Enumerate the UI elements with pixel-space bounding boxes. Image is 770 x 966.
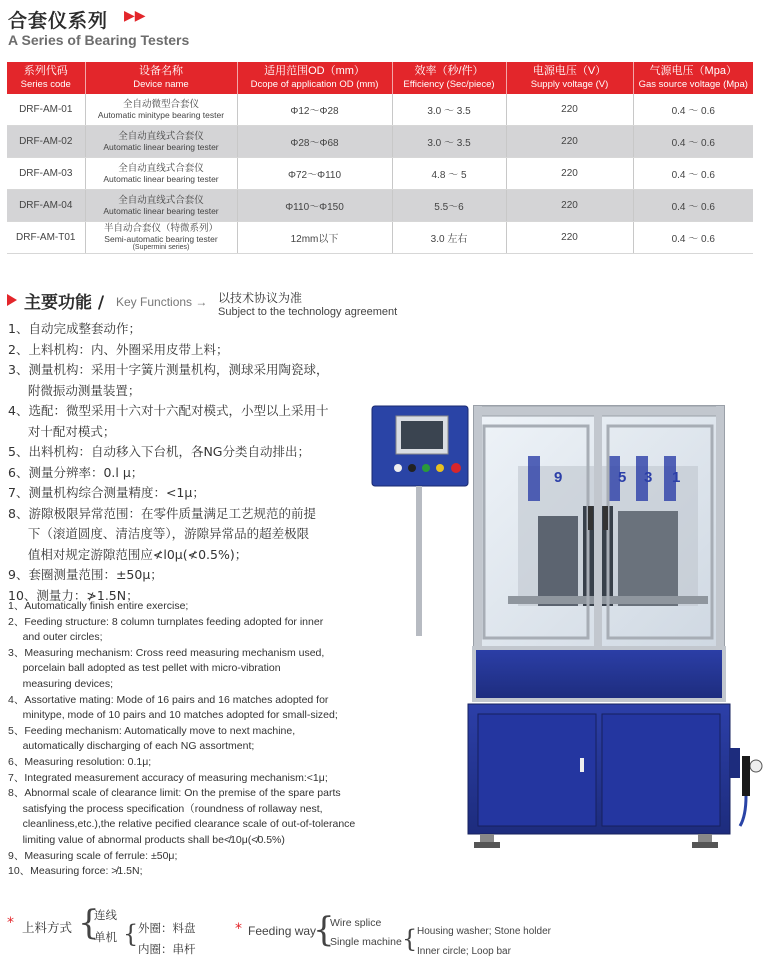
feeding-option-cn: 单机 xyxy=(94,930,117,944)
cell-gas: 0.4 ～ 0.6 xyxy=(633,94,753,126)
cell-voltage: 220 xyxy=(506,158,633,190)
asterisk-icon: * xyxy=(7,915,14,931)
bearing-tester-machine-image xyxy=(368,396,768,858)
feeding-outer-en: Housing washer; Stone holder xyxy=(417,926,551,937)
cell-efficiency: 3.0 ～ 3.5 xyxy=(392,126,506,158)
table-row xyxy=(7,158,753,190)
list-item: 7、测量机构综合测量精度：<1μ； xyxy=(8,485,205,500)
spec-table xyxy=(7,62,753,254)
brace-icon: { xyxy=(78,903,100,943)
list-item: 5、出料机构：自动移入下台机，各NG分类自动排出； xyxy=(8,444,310,459)
panel-number: 5 xyxy=(618,469,627,486)
cell-code: DRF-AM-04 xyxy=(7,190,85,222)
section-title: 主要功能 / xyxy=(24,293,105,313)
table-header-row xyxy=(7,62,753,94)
emergency-stop-icon xyxy=(451,463,461,473)
cell-od: Φ28～Φ68 xyxy=(237,126,392,158)
list-item: 4、Assortative mating: Mode of 16 pairs and 16 matches adopted for minitype, mode of 10 pairs and 10 matches adopted for small-sized; xyxy=(8,693,338,722)
cell-name: 全自动直线式合套仪 Automatic linear bearing tester xyxy=(85,126,237,158)
list-item: 10、测量力：≯1.5N； xyxy=(8,587,139,603)
page-title: 合套仪系列 xyxy=(8,10,109,32)
header-od-range: 适用范围OD（mm） Dcope of application OD (mm) xyxy=(237,62,392,94)
cell-od: Φ110～Φ150 xyxy=(237,190,392,222)
door-handle-icon xyxy=(603,506,608,530)
control-panel xyxy=(372,406,468,636)
cell-name: 全自动直线式合套仪 Automatic linear bearing tester xyxy=(85,190,237,222)
list-item: 8、Abnormal scale of clearance limit: On the premise of the spare parts satisfying the process specification（roundness of rollaway nest, cleanliness,etc.),the relative pecified clearance scale of out-of-tolerance limiting value of abnormal products shall be≮10μ(≮0.5%) xyxy=(8,787,356,846)
panel-number: 9 xyxy=(554,469,563,486)
section-note-en: Subject to the technology agreement xyxy=(218,306,398,318)
list-item: 4、选配：微型采用十六对十六配对模式，小型以上采用十 对十配对模式； xyxy=(8,403,329,439)
brace-icon: { xyxy=(313,910,335,950)
asterisk-icon: * xyxy=(235,921,242,937)
cell-gas: 0.4 ～ 0.6 xyxy=(633,126,753,158)
cell-code: DRF-AM-02 xyxy=(7,126,85,158)
button-icon xyxy=(422,464,430,472)
cell-od: Φ72～Φ110 xyxy=(237,158,392,190)
table-row xyxy=(7,222,753,254)
brace-icon: { xyxy=(123,920,139,948)
cell-code: DRF-AM-03 xyxy=(7,158,85,190)
feeding-outer-cn: 外圈：料盘 xyxy=(138,921,196,935)
table-row xyxy=(7,126,753,158)
cell-voltage: 220 xyxy=(506,126,633,158)
lock-icon xyxy=(580,758,584,772)
section-note-cn: 以技术协议为准 xyxy=(218,291,303,305)
cell-voltage: 220 xyxy=(506,190,633,222)
brace-icon: { xyxy=(402,925,418,953)
cell-voltage: 220 xyxy=(506,222,633,254)
header-gas-voltage: 气源电压（Mpa） Gas source voltage (Mpa) xyxy=(633,62,753,94)
feeding-inner-cn: 内圈：串杆 xyxy=(138,942,196,956)
list-item: 8、游隙极限异常范围：在零件质量满足工艺规范的前提 下（滚道圆度、清洁度等），游隙异常品的超差极限 值相对规定游隙范围应≮l0μ(≮0.5%)； xyxy=(8,505,316,562)
list-item: 10、Measuring force: ≯1.5N; xyxy=(8,865,143,878)
feeding-label-en: Feeding way xyxy=(248,924,317,938)
cell-voltage: 220 xyxy=(506,94,633,126)
double-arrow-icon: ▶▶ xyxy=(124,8,146,24)
cell-name: 全自动直线式合套仪 Automatic linear bearing tester xyxy=(85,158,237,190)
section-title-en: Key Functions → xyxy=(116,295,208,309)
cell-code: DRF-AM-T01 xyxy=(7,222,85,254)
function-list-cn xyxy=(8,319,368,606)
cell-name: 半自动合套仪（特微系列） Semi-automatic bearing tester (Supermini series) xyxy=(85,222,237,254)
list-item: 5、Feeding mechanism: Automatically move to next machine, automatically discharging of each NG assortment; xyxy=(8,724,296,753)
button-icon xyxy=(436,464,444,472)
section-marker-icon xyxy=(7,294,17,306)
list-item: 6、测量分辨率：0.l μ； xyxy=(8,464,144,480)
cell-od: 12mm以下 xyxy=(237,222,392,254)
header-device-name: 设备名称 Device name xyxy=(85,62,237,94)
panel-number: 1 xyxy=(672,469,681,486)
list-item: 1、Automatically finish entire exercise; xyxy=(8,600,189,612)
cell-efficiency: 4.8 ～ 5 xyxy=(392,158,506,190)
gauge-icon xyxy=(750,760,762,772)
cell-gas: 0.4 ～ 0.6 xyxy=(633,222,753,254)
door-handle-icon xyxy=(588,506,593,530)
lower-cabinet xyxy=(468,704,730,834)
page-subtitle: A Series of Bearing Testers xyxy=(8,32,190,48)
cell-efficiency: 5.5～6 xyxy=(392,190,506,222)
header-series-code: 系列代码 Series code xyxy=(7,62,85,94)
list-item: 7、Integrated measurement accuracy of measuring mechanism:<1μ; xyxy=(8,771,328,784)
panel-number: 3 xyxy=(644,469,653,486)
feeding-label-cn: 上料方式 xyxy=(22,920,73,935)
header-supply-voltage: 电源电压（V） Supply voltage (V) xyxy=(506,62,633,94)
list-item: 3、测量机构：采用十字簧片测量机构，测球采用陶瓷球， 附微振动测量装置； xyxy=(8,362,329,398)
cell-od: Φ12～Φ28 xyxy=(237,94,392,126)
cell-code: DRF-AM-01 xyxy=(7,94,85,126)
air-filter-regulator xyxy=(730,748,762,826)
cell-efficiency: 3.0 左右 xyxy=(392,222,506,254)
list-item: 9、套圈测量范围：±50μ； xyxy=(8,567,163,582)
cell-gas: 0.4 ～ 0.6 xyxy=(633,158,753,190)
feeding-inner-en: Inner circle; Loop bar xyxy=(417,946,511,957)
cell-name: 全自动微型合套仪 Automatic minitype bearing tester xyxy=(85,94,237,126)
button-icon xyxy=(408,464,416,472)
function-list-en xyxy=(8,599,370,880)
feeding-option-en: Single machine xyxy=(330,936,402,948)
button-icon xyxy=(394,464,402,472)
table-row xyxy=(7,94,753,126)
cell-gas: 0.4 ～ 0.6 xyxy=(633,190,753,222)
list-item: 9、Measuring scale of ferrule: ±50μ; xyxy=(8,849,178,862)
list-item: 3、Measuring mechanism: Cross reed measuring mechanism used, porcelain ball adopted as test pellet with micro-vibration measuring devices; xyxy=(8,646,325,690)
arrow-right-icon: → xyxy=(195,295,208,309)
feeding-option-cn: 连线 xyxy=(94,908,117,922)
table-row xyxy=(7,190,753,222)
list-item: 2、上料机构：内、外圈采用皮带上料； xyxy=(8,341,229,357)
list-item: 1、自动完成整套动作； xyxy=(8,321,141,336)
list-item: 6、Measuring resolution: 0.1μ; xyxy=(8,755,152,768)
header-efficiency: 效率（秒/件） Efficiency (Sec/piece) xyxy=(392,62,506,94)
cell-efficiency: 3.0 ～ 3.5 xyxy=(392,94,506,126)
feeding-option-en: Wire splice xyxy=(330,917,382,929)
list-item: 2、Feeding structure: 8 column turnplates feeding adopted for inner and outer circles; xyxy=(8,615,324,644)
